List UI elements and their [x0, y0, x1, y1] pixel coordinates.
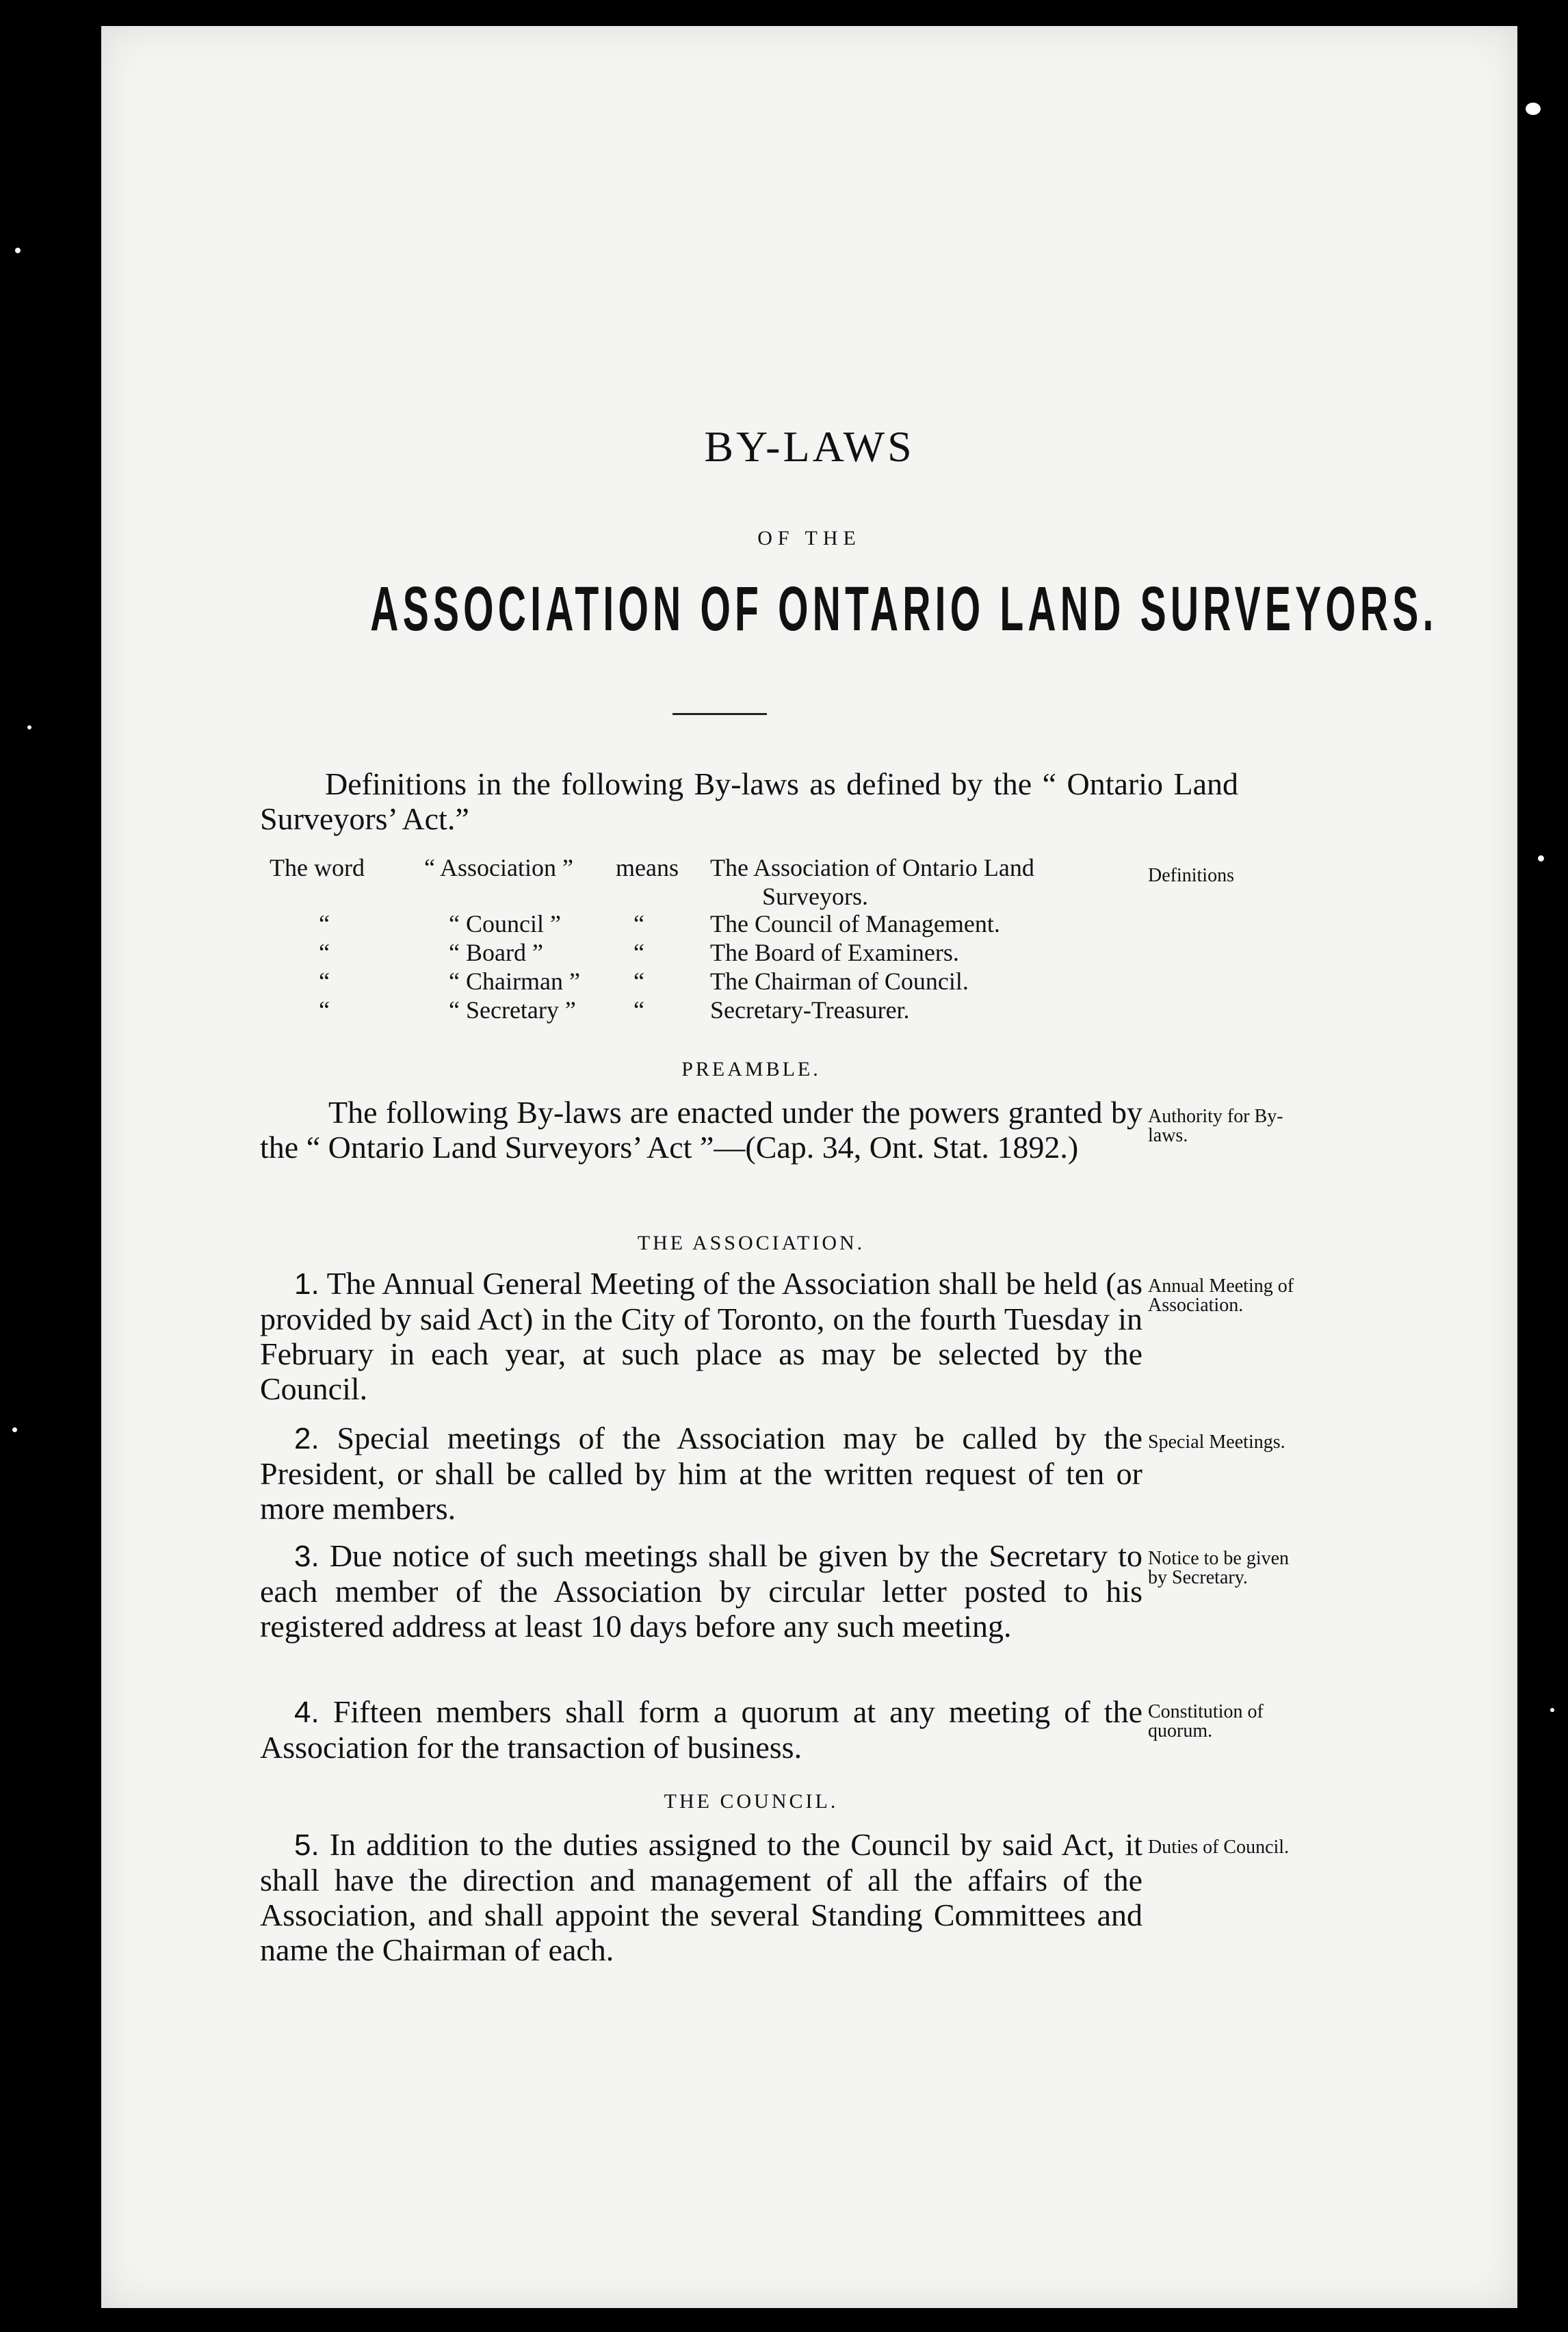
def-term-1: “ Council ”	[449, 910, 561, 937]
def-means-2: “	[633, 939, 644, 966]
title-connector: OF THE	[757, 527, 861, 549]
section-2	[260, 1421, 1142, 1526]
section-1-number: 1.	[294, 1267, 319, 1301]
section-5-text: In addition to the duties assigned to the Council by said Act, it shall have the direction and management of all the affairs of the Association, and shall appoint the several Standing Committees and name the Chairman of each.	[260, 1827, 1143, 1967]
section-2-margin-note: Special Meetings.	[1148, 1431, 1285, 1453]
def-lead-2: “	[319, 939, 330, 966]
def-means-4: “	[633, 996, 644, 1024]
def-term-2: “ Board ”	[449, 939, 543, 966]
def-meaning-0-cont: Surveyors.	[762, 883, 868, 910]
film-speck	[1550, 1708, 1554, 1712]
section-3-text: Due notice of such meetings shall be given by the Secretary to each member of the Association by circular letter posted to his registered address at least 10 days before any such meeting.	[260, 1538, 1142, 1644]
section-3-number: 3.	[294, 1540, 319, 1573]
def-lead-0: The word	[270, 854, 365, 881]
section-1	[260, 1266, 1142, 1406]
section-1-text: The Annual General Meeting of the Association shall be held (as provided by said Act) in the City of Toronto, on the fourth Tuesday in February in each year, at such place as may be selected by the Council.	[260, 1266, 1142, 1406]
def-meaning-4: Secretary-Treasurer.	[710, 996, 910, 1024]
definitions-margin-note: Definitions	[1148, 865, 1234, 886]
title-divider	[672, 713, 767, 715]
section-5-number: 5.	[294, 1828, 319, 1862]
preamble-margin-note: Authority for By-laws.	[1148, 1106, 1283, 1146]
film-speck	[15, 248, 21, 253]
definitions-intro: Definitions in the following By-laws as defined by the “ Ontario Land Surveyors’ Act.”	[260, 766, 1238, 836]
section-3	[260, 1538, 1142, 1644]
film-speck	[1526, 103, 1541, 115]
section-4-text: Fifteen members shall form a quorum at any meeting of the Association for the transaction of business.	[260, 1694, 1143, 1765]
preamble-text: The following By-laws are enacted under the powers granted by the “ Ontario Land Surveyors’ Act ”—(Cap. 34, Ont. Stat. 1892.)	[260, 1095, 1142, 1165]
section-4-margin-note: Constitution of quorum.	[1148, 1701, 1264, 1741]
def-lead-1: “	[319, 910, 330, 937]
association-heading: THE ASSOCIATION.	[637, 1232, 865, 1254]
film-speck	[12, 1427, 17, 1432]
def-lead-4: “	[319, 996, 330, 1024]
section-4-number: 4.	[294, 1696, 319, 1729]
section-2-number: 2.	[294, 1422, 319, 1455]
organization-name: ASSOCIATION OF ONTARIO LAND SURVEYORS.	[370, 574, 1438, 644]
def-meaning-2: The Board of Examiners.	[710, 939, 959, 966]
section-3-margin-note: Notice to be given by Secretary.	[1148, 1548, 1290, 1588]
preamble-heading: PREAMBLE.	[681, 1058, 821, 1080]
document-title: BY-LAWS	[704, 422, 915, 471]
def-means-0: means	[616, 854, 679, 881]
section-1-margin-note: Annual Meeting of Association.	[1148, 1275, 1294, 1316]
def-meaning-0: The Association of Ontario Land	[710, 854, 1034, 881]
council-heading: THE COUNCIL.	[664, 1790, 839, 1813]
section-5-margin-note: Duties of Council.	[1148, 1837, 1290, 1858]
def-lead-3: “	[319, 968, 330, 995]
def-term-3: “ Chairman ”	[449, 968, 580, 995]
def-meaning-1: The Council of Management.	[710, 910, 1000, 937]
def-means-3: “	[633, 968, 644, 995]
def-meaning-3: The Chairman of Council.	[710, 968, 969, 995]
film-speck	[1538, 855, 1544, 861]
section-4	[260, 1694, 1142, 1765]
document-page	[101, 26, 1517, 2308]
def-term-0: “ Association ”	[424, 854, 573, 881]
section-2-text: Special meetings of the Association may be called by the President, or shall be called by him at the written request of ten or more members.	[260, 1421, 1142, 1526]
section-5	[260, 1827, 1142, 1967]
film-speck	[27, 725, 31, 729]
def-term-4: “ Secretary ”	[449, 996, 576, 1024]
def-means-1: “	[633, 910, 644, 937]
